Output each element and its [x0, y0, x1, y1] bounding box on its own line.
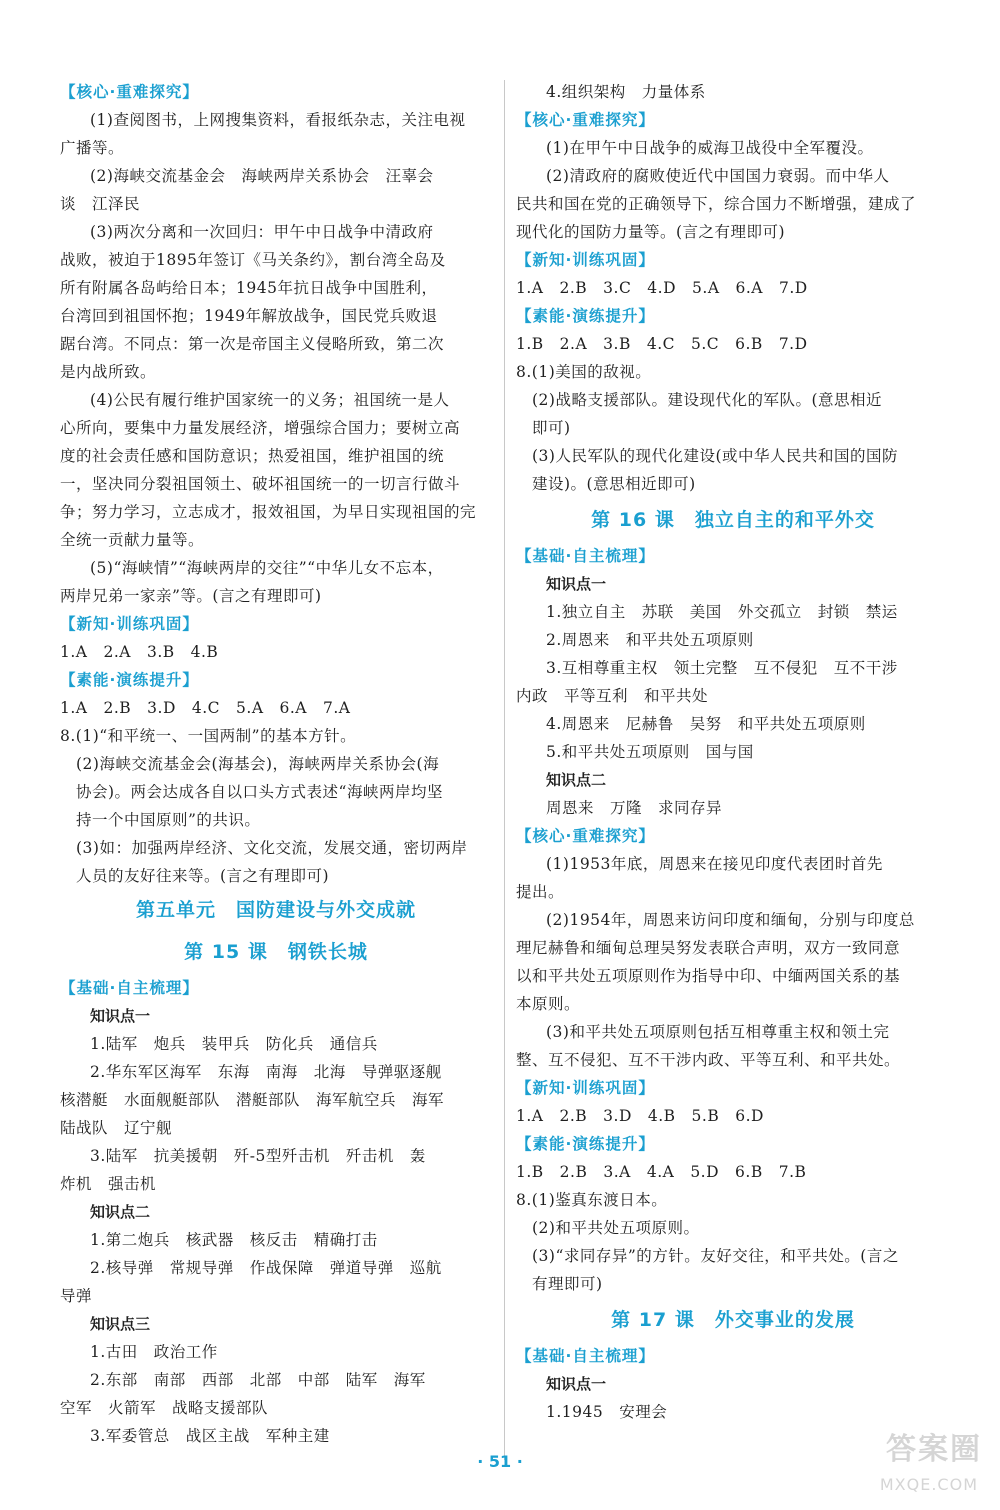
answer-line: 1.第二炮兵 核武器 核反击 精确打击 [90, 1231, 378, 1249]
section-heading: 【新知·训练巩固】 [60, 615, 199, 633]
answer-line: (2)清政府的腐败使近代中国国力衰弱。而中华人 [546, 167, 890, 185]
answer-line: 协会)。两会达成各自以口头方式表述“海峡两岸均坚 [76, 783, 443, 801]
answer-line: 1.陆军 炮兵 装甲兵 防化兵 通信兵 [90, 1035, 378, 1053]
answer-line: 导弹 [60, 1287, 93, 1305]
lesson-title: 第 15 课 钢铁长城 [184, 941, 368, 963]
left-column [60, 78, 492, 1450]
watermark-logo [832, 1424, 982, 1494]
answer-line: 2.周恩来 和平共处五项原则 [546, 631, 754, 649]
knowledge-point-label: 知识点一 [546, 1375, 607, 1393]
answer-line: 持一个中国原则”的共识。 [76, 811, 261, 829]
watermark-url: MXQE.COM [879, 1475, 978, 1494]
answer-line: (4)公民有履行维护国家统一的义务；祖国统一是人 [90, 391, 450, 409]
section-heading: 【素能·演练提升】 [516, 307, 655, 325]
answer-line: 3.军委管总 战区主战 军种主建 [90, 1427, 330, 1445]
answer-line: 所有附属各岛屿给日本；1945年抗日战争中国胜利， [60, 279, 438, 297]
unit-title: 第五单元 国防建设与外交成就 [135, 899, 416, 921]
answer-line: 8.(1)美国的敌视。 [516, 363, 652, 381]
knowledge-point-label: 知识点三 [90, 1315, 151, 1333]
section-heading: 【新知·训练巩固】 [516, 251, 655, 269]
section-heading: 【新知·训练巩固】 [516, 1079, 655, 1097]
answer-line: (3)人民军队的现代化建设(或中华人民共和国的国防 [532, 447, 899, 465]
answer-line: 1.独立自主 苏联 美国 外交孤立 封锁 禁运 [546, 603, 898, 621]
knowledge-point-label: 知识点二 [90, 1203, 151, 1221]
section-heading: 【基础·自主梳理】 [516, 547, 655, 565]
answer-line: 以和平共处五项原则作为指导中印、中缅两国关系的基 [516, 967, 901, 985]
answer-line: (2)和平共处五项原则。 [532, 1219, 700, 1237]
answer-line: 1.A 2.B 3.C 4.D 5.A 6.A 7.D [516, 279, 808, 297]
section-heading: 【素能·演练提升】 [516, 1135, 655, 1153]
section-heading: 【核心·重难探究】 [60, 83, 199, 101]
section-heading: 【基础·自主梳理】 [60, 979, 199, 997]
answer-line: (2)1954年，周恩来访问印度和缅甸，分别与印度总 [546, 911, 915, 929]
answer-line: 理尼赫鲁和缅甸总理吴努发表联合声明，双方一致同意 [516, 939, 901, 957]
answer-line: 陆战队 辽宁舰 [60, 1119, 173, 1137]
answer-line: 整、互不侵犯、互不干涉内政、平等互利、和平共处。 [516, 1051, 901, 1069]
answer-line: (2)战略支援部队。建设现代化的军队。(意思相近 [532, 391, 883, 409]
answer-line: 3.互相尊重主权 领土完整 互不侵犯 互不干涉 [546, 659, 898, 677]
section-heading: 【核心·重难探究】 [516, 111, 655, 129]
answer-line: 1.A 2.B 3.D 4.B 5.B 6.D [516, 1107, 764, 1125]
answer-line: (1)1953年底，周恩来在接见印度代表团时首先 [546, 855, 883, 873]
answer-line: 现代化的国防力量等。(言之有理即可) [516, 223, 786, 241]
answer-line: 内政 平等互利 和平共处 [516, 687, 709, 705]
answer-line: (1)在甲午中日战争的威海卫战役中全军覆没。 [546, 139, 874, 157]
answer-line: 1.B 2.A 3.B 4.C 5.C 6.B 7.D [516, 335, 808, 353]
answer-line: 4.组织架构 力量体系 [546, 83, 706, 101]
right-column [516, 78, 950, 1426]
answer-line: 1.古田 政治工作 [90, 1343, 218, 1361]
answer-line: 2.核导弹 常规导弹 作战保障 弹道导弹 巡航 [90, 1259, 442, 1277]
answer-line: 3.陆军 抗美援朝 歼-5型歼击机 歼击机 轰 [90, 1147, 426, 1165]
answer-line: 台湾回到祖国怀抱；1949年解放战争，国民党兵败退 [60, 307, 438, 325]
answer-line: 1.A 2.A 3.B 4.B [60, 643, 219, 661]
answer-line: (3)如：加强两岸经济、文化交流，发展交通，密切两岸 [76, 839, 468, 857]
answer-line: (3)“求同存异”的方针。友好交往，和平共处。(言之 [532, 1247, 899, 1265]
answer-line: 即可) [532, 419, 571, 437]
answer-line: 本原则。 [516, 995, 581, 1013]
answer-line: 5.和平共处五项原则 国与国 [546, 743, 754, 761]
answer-line: (5)“海峡情”“海峡两岸的交往”“中华儿女不忘本， [90, 559, 444, 577]
section-heading: 【核心·重难探究】 [516, 827, 655, 845]
answer-line: (3)两次分离和一次回归：甲午中日战争中清政府 [90, 223, 434, 241]
lesson-title: 第 17 课 外交事业的发展 [611, 1309, 855, 1331]
answer-line: 战败，被迫于1895年签订《马关条约》，割台湾全岛及 [60, 251, 446, 269]
knowledge-point-label: 知识点一 [90, 1007, 151, 1025]
answer-line: 2.东部 南部 西部 北部 中部 陆军 海军 [90, 1371, 426, 1389]
page-number: · 51 · [477, 1452, 523, 1471]
answer-line: 炸机 强击机 [60, 1175, 157, 1193]
answer-line: 全统一贡献力量等。 [60, 531, 205, 549]
answer-line: (2)海峡交流基金会(海基会)，海峡两岸关系协会(海 [76, 755, 440, 773]
answer-line: 4.周恩来 尼赫鲁 吴努 和平共处五项原则 [546, 715, 866, 733]
answer-line: 8.(1)鉴真东渡日本。 [516, 1191, 668, 1209]
answer-line: 空军 火箭军 战略支援部队 [60, 1399, 269, 1417]
answer-line: 两岸兄弟一家亲”等。(言之有理即可) [60, 587, 322, 605]
answer-line: 提出。 [516, 883, 565, 901]
knowledge-point-label: 知识点一 [546, 575, 607, 593]
answer-line: 核潜艇 水面舰艇部队 潜艇部队 海军航空兵 海军 [60, 1091, 445, 1109]
answer-line: 是内战所致。 [60, 363, 157, 381]
answer-line: 心所向，要集中力量发展经济，增强综合国力；要树立高 [60, 419, 461, 437]
answer-line: 谈 江泽民 [60, 195, 141, 213]
answer-line: 广播等。 [60, 139, 125, 157]
column-divider [504, 80, 505, 1460]
answer-line: 争；努力学习，立志成才，报效祖国，为早日实现祖国的完 [60, 503, 477, 521]
answer-line: (3)和平共处五项原则包括互相尊重主权和领土完 [546, 1023, 890, 1041]
answer-line: 1.B 2.B 3.A 4.A 5.D 6.B 7.B [516, 1163, 807, 1181]
answer-line: 民共和国在党的正确领导下，综合国力不断增强，建成了 [516, 195, 917, 213]
watermark-text: 答案圈 [886, 1432, 982, 1467]
answer-line: (1)查阅图书，上网搜集资料，看报纸杂志，关注电视 [90, 111, 466, 129]
section-heading: 【基础·自主梳理】 [516, 1347, 655, 1365]
answer-line: 踞台湾。不同点：第一次是帝国主义侵略所致，第二次 [60, 335, 445, 353]
answer-line: 8.(1)“和平统一、一国两制”的基本方针。 [60, 727, 357, 745]
answer-line: 1.A 2.B 3.D 4.C 5.A 6.A 7.A [60, 699, 351, 717]
answer-line: 有理即可) [532, 1275, 603, 1293]
answer-line: 2.华东军区海军 东海 南海 北海 导弹驱逐舰 [90, 1063, 442, 1081]
answer-line: 建设)。(意思相近即可) [532, 475, 696, 493]
answer-line: 度的社会责任感和国防意识；热爱祖国，维护祖国的统 [60, 447, 445, 465]
knowledge-point-label: 知识点二 [546, 771, 607, 789]
answer-line: 人员的友好往来等。(言之有理即可) [76, 867, 330, 885]
lesson-title: 第 16 课 独立自主的和平外交 [591, 509, 875, 531]
answer-line: (2)海峡交流基金会 海峡两岸关系协会 汪辜会 [90, 167, 434, 185]
answer-line: 1.1945 安理会 [546, 1403, 668, 1421]
section-heading: 【素能·演练提升】 [60, 671, 199, 689]
answer-line: 周恩来 万隆 求同存异 [546, 799, 723, 817]
answer-line: 一，坚决同分裂祖国领土、破坏祖国统一的一切言行做斗 [60, 475, 461, 493]
